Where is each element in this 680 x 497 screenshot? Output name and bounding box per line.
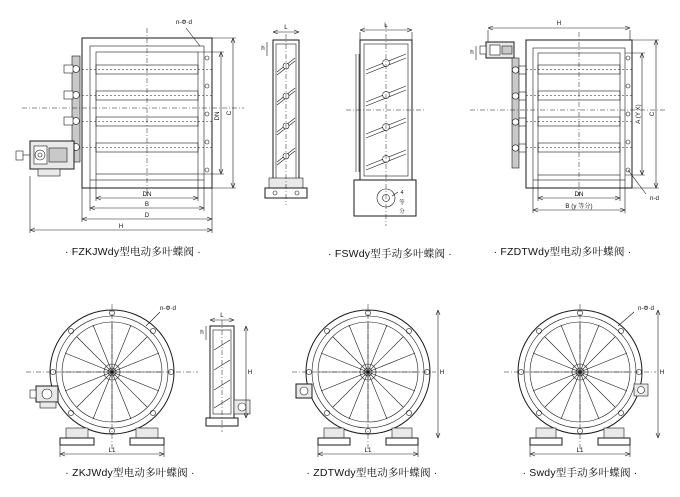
figure-side-view-1 xyxy=(255,10,325,235)
svg-text:L1: L1 xyxy=(364,447,372,454)
svg-text:h: h xyxy=(470,49,474,56)
figure-caption-1: · FZKJWdy型电动多叶蝶阀 · xyxy=(64,246,201,258)
svg-text:H: H xyxy=(247,369,253,376)
figure-zdtwdy-drawing xyxy=(290,300,450,460)
svg-text:L: L xyxy=(284,24,288,31)
svg-text:H: H xyxy=(439,369,445,376)
svg-text:B: B xyxy=(144,201,150,208)
svg-text:D: D xyxy=(144,212,150,219)
svg-text:C: C xyxy=(226,110,233,116)
svg-text:h: h xyxy=(200,329,204,336)
svg-text:H: H xyxy=(556,20,562,27)
svg-text:B (y 等分): B (y 等分) xyxy=(565,203,593,210)
svg-text:n-Φ·d: n-Φ·d xyxy=(638,305,654,312)
svg-text:L1: L1 xyxy=(576,447,584,454)
svg-text:n-d: n-d xyxy=(650,195,659,202)
svg-text:n-Φ·d: n-Φ·d xyxy=(176,19,192,26)
svg-text:4: 4 xyxy=(400,190,404,196)
figure-fzkjwdy-drawing xyxy=(8,8,258,238)
figure-caption-6: · Swdy型手动多叶蝶阀 · xyxy=(522,467,638,479)
figure-fzkjwdy xyxy=(8,8,258,258)
svg-text:C: C xyxy=(649,111,656,117)
figure-caption-4: · ZKJWdy型电动多叶蝶阀 · xyxy=(65,467,195,479)
svg-text:L: L xyxy=(220,312,224,319)
figure-fswdy-drawing xyxy=(330,14,450,236)
svg-text:DN: DN xyxy=(214,111,221,121)
svg-text:h: h xyxy=(261,45,265,52)
figure-zkjwdy xyxy=(20,300,220,479)
figure-caption-5: · ZDTWdy型电动多叶蝶阀 · xyxy=(306,467,438,479)
figure-side-view-4-drawing xyxy=(196,308,256,448)
svg-text:等: 等 xyxy=(399,200,405,206)
figure-side-view-4 xyxy=(196,308,256,448)
svg-text:A (Y X): A (Y X) xyxy=(635,104,642,124)
svg-text:H: H xyxy=(659,369,665,376)
figure-zkjwdy-drawing xyxy=(20,300,220,460)
svg-text:DN: DN xyxy=(142,191,152,198)
figure-fswdy xyxy=(328,14,452,260)
figure-fzdtwdy-drawing xyxy=(450,8,675,238)
figure-zdtwdy xyxy=(290,300,450,479)
figure-fzdtwdy xyxy=(450,8,675,258)
svg-text:L1: L1 xyxy=(108,447,116,454)
figure-caption-3: · FZDTWdy型电动多叶蝶阀 · xyxy=(493,246,632,258)
figure-swdy-drawing xyxy=(500,300,670,460)
svg-text:分: 分 xyxy=(399,209,405,215)
svg-text:L: L xyxy=(384,22,388,29)
figure-caption-2: · FSWdy型手动多叶蝶阀 · xyxy=(328,248,452,260)
figure-swdy xyxy=(500,300,670,479)
svg-text:n-Φ·d: n-Φ·d xyxy=(160,305,176,312)
svg-text:H: H xyxy=(118,223,124,230)
figure-side-view-1-drawing xyxy=(255,10,325,235)
svg-text:DN: DN xyxy=(574,191,584,198)
